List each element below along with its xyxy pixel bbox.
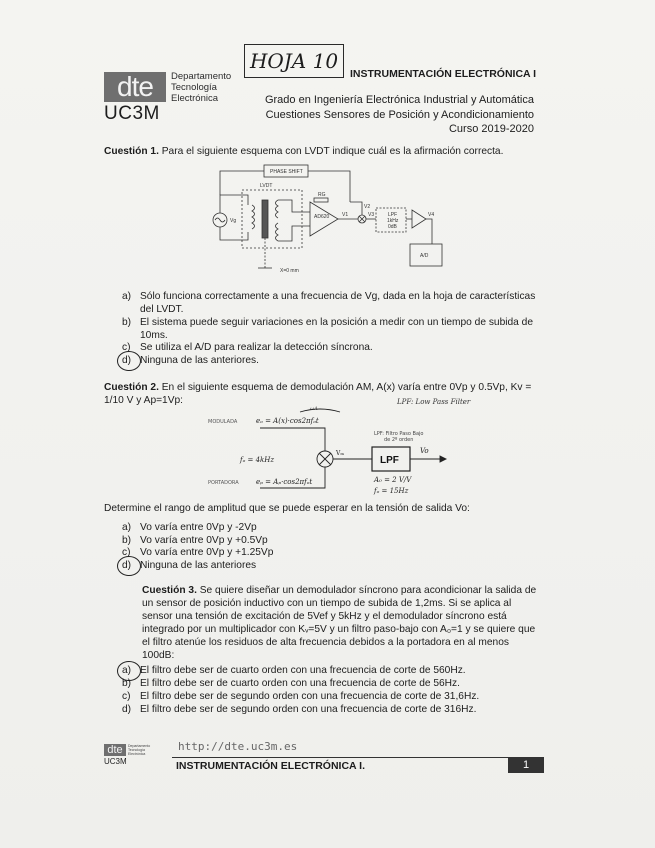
carrier-frequency: fₒ = 4kHz bbox=[240, 456, 275, 464]
q3-text-line3: sensor una tensión de excitación de 5Vef y 5kHz y el demodulador síncrono está bbox=[142, 611, 507, 622]
q1-text: Para el siguiente esquema con LVDT indique cuál es la afirmación correcta. bbox=[161, 146, 504, 157]
footer-dte-logo: dte bbox=[104, 744, 126, 756]
lpf-box-label: LPF bbox=[380, 455, 399, 466]
q3-text-line4: integrado por un multiplicador con Kᵥ=5V y un filtro paso-bajo con A₀=1 y se quiere que bbox=[142, 624, 536, 635]
x-range-label: X=0 mm bbox=[280, 268, 299, 274]
footer-dept-line-1: Departamento bbox=[128, 744, 151, 748]
q3-option-b-letter: b) bbox=[122, 678, 132, 689]
q1-option-b-letter: b) bbox=[122, 317, 132, 328]
q1-statement bbox=[104, 145, 544, 158]
q2-statement bbox=[104, 381, 554, 394]
q1-option-b-line1: El sistema puede seguir variaciones en la posición a medir con un tiempo de subida de bbox=[140, 317, 534, 328]
footer-title: INSTRUMENTACIÓN ELECTRÓNICA I. bbox=[176, 760, 365, 772]
portadora-note: PORTADORA bbox=[208, 480, 239, 486]
modulada-note: MODULADA bbox=[208, 419, 238, 425]
lpf-label: LPF bbox=[388, 212, 398, 218]
lvdt-schematic bbox=[200, 160, 450, 278]
q3-option-d-text: El filtro debe ser de segundo orden con una frecuencia de corte de 316Hz. bbox=[140, 704, 477, 715]
q3-option-b-text: El filtro debe ser de cuarto orden con una frecuencia de corte de 56Hz. bbox=[140, 678, 460, 689]
dept-line-1: Departamento bbox=[171, 71, 232, 82]
phase-shift-label: PHASE SHIFT bbox=[270, 169, 303, 175]
q3-text-line2: un sensor de posición inductivo con un tiempo de subida de 1,2ms. Si se aplica al bbox=[142, 598, 512, 609]
footer-dept-line-2: Tecnología bbox=[128, 748, 145, 752]
q3-text-line6: 100dB: bbox=[142, 650, 175, 661]
am-demod-diagram bbox=[200, 400, 500, 500]
q2-option-b-text: Vo varía entre 0Vp y +0.5Vp bbox=[140, 535, 268, 546]
q1-option-c-text: Se utiliza el A/D para realizar la detección síncrona. bbox=[140, 342, 373, 353]
q2-option-c-letter: c) bbox=[122, 547, 131, 558]
q2-text-line1: En el siguiente esquema de demodulación AM, A(x) varía entre 0Vp y 0.5Vp, Kv = bbox=[161, 382, 532, 393]
university-name: UC3M bbox=[104, 103, 160, 124]
q3-option-d-letter: d) bbox=[122, 704, 132, 715]
q2-option-d-text: Ninguna de las anteriores bbox=[140, 560, 257, 571]
v3-label: V3 bbox=[368, 212, 375, 218]
q1-option-d-letter: d) bbox=[122, 355, 132, 366]
q1-option-d-text: Ninguna de las anteriores. bbox=[140, 355, 259, 366]
rg-label: RG bbox=[318, 192, 326, 198]
q1-option-a-letter: a) bbox=[122, 291, 132, 302]
lvdt-enclosure bbox=[242, 190, 302, 248]
year-line: Curso 2019-2020 bbox=[448, 123, 534, 135]
wa-note: ωA bbox=[310, 406, 318, 412]
lvdt-secondary-coils bbox=[276, 200, 279, 241]
q2-text-line2: 1/10 V y Ap=1Vp: bbox=[104, 395, 184, 406]
ad620-label: AD620 bbox=[314, 214, 330, 220]
q2-option-a-text: Vo varía entre 0Vp y -2Vp bbox=[140, 522, 257, 533]
lvdt-label: LVDT bbox=[260, 183, 273, 189]
v1-label: V1 bbox=[342, 212, 349, 218]
q2-option-d-letter: d) bbox=[122, 560, 132, 571]
footer-url[interactable]: http://dte.uc3m.es bbox=[178, 740, 298, 753]
q3-option-c-letter: c) bbox=[122, 691, 131, 702]
v4-label: V4 bbox=[428, 212, 435, 218]
ad-label: A/D bbox=[420, 253, 429, 259]
q2-option-b-letter: b) bbox=[122, 535, 132, 546]
lpf-freq: 1kHz bbox=[387, 218, 399, 224]
lvdt-core bbox=[262, 200, 268, 238]
ec-formula: eₒ = A(x)·cos2πfₒt bbox=[256, 417, 319, 425]
hoja-box: HOJA 10 bbox=[244, 44, 344, 78]
q2-question: Determine el rango de amplitud que se puede esperar en la tensión de salida Vo: bbox=[104, 503, 470, 514]
lpf-gain: 0dB bbox=[388, 224, 397, 230]
lpf-cutoff-label: fₒ = 15Hz bbox=[374, 487, 409, 495]
q3-label: Cuestión 3. bbox=[142, 585, 197, 596]
q2-answer-circle bbox=[117, 556, 141, 576]
q1-option-a-line2: del LVDT. bbox=[140, 304, 184, 315]
degree-line: Grado en Ingeniería Electrónica Industrial y Automática bbox=[264, 94, 534, 106]
v2-label: V2 bbox=[364, 204, 371, 210]
lpf-caption-2: de 2º orden bbox=[384, 437, 414, 443]
vm-label: Vₘ bbox=[336, 450, 345, 457]
vg-label: Vg bbox=[230, 218, 237, 224]
q3-text-line5: el filtro atenúe los residuos de alta frecuencia debidos a la portadora en al menos bbox=[142, 637, 509, 648]
footer-university: UC3M bbox=[104, 757, 127, 766]
q2-label: Cuestión 2. bbox=[104, 382, 159, 393]
course-title: INSTRUMENTACIÓN ELECTRÓNICA I bbox=[350, 68, 537, 80]
q2-option-c-text: Vo varía entre 0Vp y +1.25Vp bbox=[140, 547, 274, 558]
dept-line-2: Tecnología bbox=[171, 82, 217, 93]
output-buffer bbox=[412, 210, 426, 228]
footer-dept-line-3: Electrónica bbox=[128, 752, 146, 756]
q3-statement bbox=[142, 584, 542, 597]
q1-option-a-line1: Sólo funciona correctamente a una frecuencia de Vg, dada en la hoja de características bbox=[140, 291, 536, 302]
q2-handwritten-note: LPF: Low Pass Filter bbox=[397, 398, 471, 406]
q2-option-a-letter: a) bbox=[122, 522, 132, 533]
q3-option-a-text: El filtro debe ser de cuarto orden con una frecuencia de corte de 560Hz. bbox=[140, 665, 466, 676]
page-number: 1 bbox=[508, 757, 544, 773]
lpf-gain-label: A₀ = 2 V/V bbox=[374, 476, 412, 484]
q3-text-line1: Se quiere diseñar un demodulador síncrono para acondicionar la salida de bbox=[199, 585, 537, 596]
vo-label: Vo bbox=[420, 447, 429, 455]
subject-line: Cuestiones Sensores de Posición y Acondicionamiento bbox=[265, 109, 534, 121]
q1-answer-circle bbox=[117, 351, 141, 371]
lvdt-primary-coil bbox=[252, 205, 255, 229]
footer-divider bbox=[172, 757, 544, 758]
q1-option-c-letter: c) bbox=[122, 342, 131, 353]
ep-formula: eₚ = Aₚ·cos2πfₒt bbox=[256, 478, 313, 486]
q1-option-b-line2: 10ms. bbox=[140, 330, 168, 341]
footer-dept bbox=[128, 744, 150, 756]
lpf-caption-1: LPF: Filtro Paso Bajo bbox=[374, 431, 424, 437]
q3-option-c-text: El filtro debe ser de segundo orden con una frecuencia de corte de 31,6Hz. bbox=[140, 691, 480, 702]
dte-logo: dte bbox=[104, 72, 166, 102]
q3-option-a-letter: a) bbox=[122, 665, 132, 676]
dept-line-3: Electrónica bbox=[171, 93, 218, 104]
q1-label: Cuestión 1. bbox=[104, 146, 159, 157]
